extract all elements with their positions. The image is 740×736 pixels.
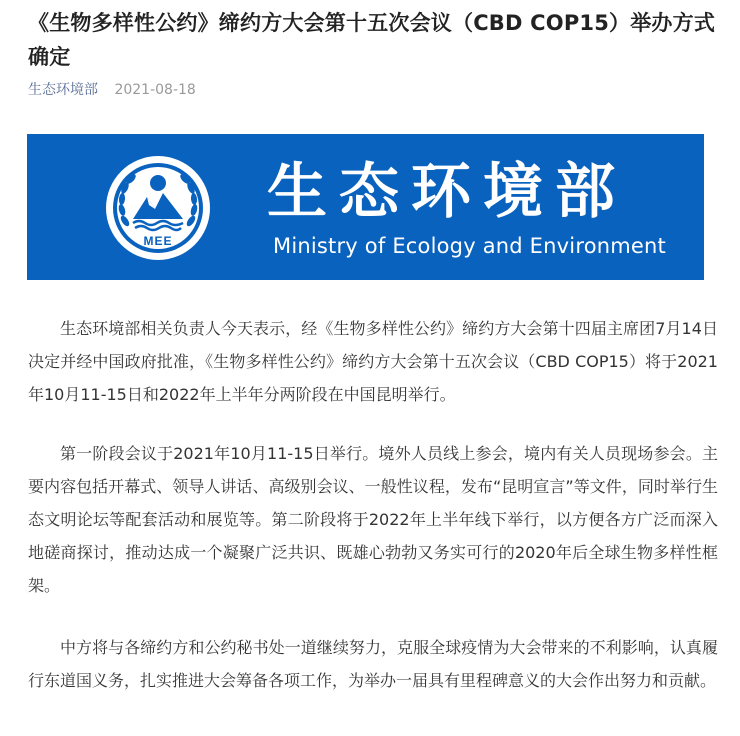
article-paragraph: 生态环境部相关负责人今天表示，经《生物多样性公约》缔约方大会第十四届主席团7月14日决定并经中国政府批准，《生物多样性公约》缔约方大会第十五次会议（CBD COP15）将于2021年10月11-15日和2022年上半年分两阶段在中国昆明举行。 [28,319,718,404]
article-paragraph: 第一阶段会议于2021年10月11-15日举行。境外人员线上参会，境内有关人员现场参会。主要内容包括开幕式、领导人讲话、高级别会议、一般性议程，发布“昆明宣言”等文件，同时举行生态文明论坛等配套活动和展览等。第二阶段将于2022年上半年线下举行，以方便各方广泛而深入地磋商探讨，推动达成一个凝聚广泛共识、既雄心勃勃又务实可行的2020年后全球生物多样性框架。 [28,444,718,595]
mee-emblem-icon [103,153,213,263]
article-paragraph: 中方将与各缔约方和公约秘书处一道继续努力，克服全球疫情为大会带来的不利影响，认真履行东道国义务，扎实推进大会筹备各项工作，为举办一届具有里程碑意义的大会作出努力和贡献。 [28,638,718,690]
banner-ministry-name-cn: 生态环境部 [267,157,627,227]
publish-date: 2021-08-18 [114,82,196,98]
ministry-banner-image [27,134,704,280]
banner-ministry-name-en: Ministry of Ecology and Environment [273,234,666,258]
article-title: 《生物多样性公约》缔约方大会第十五次会议（CBD COP15）举办方式确定 [28,11,716,69]
svg-text:MEE: MEE [143,234,173,248]
account-name-link[interactable]: 生态环境部 [28,82,98,98]
article-meta [28,80,196,100]
